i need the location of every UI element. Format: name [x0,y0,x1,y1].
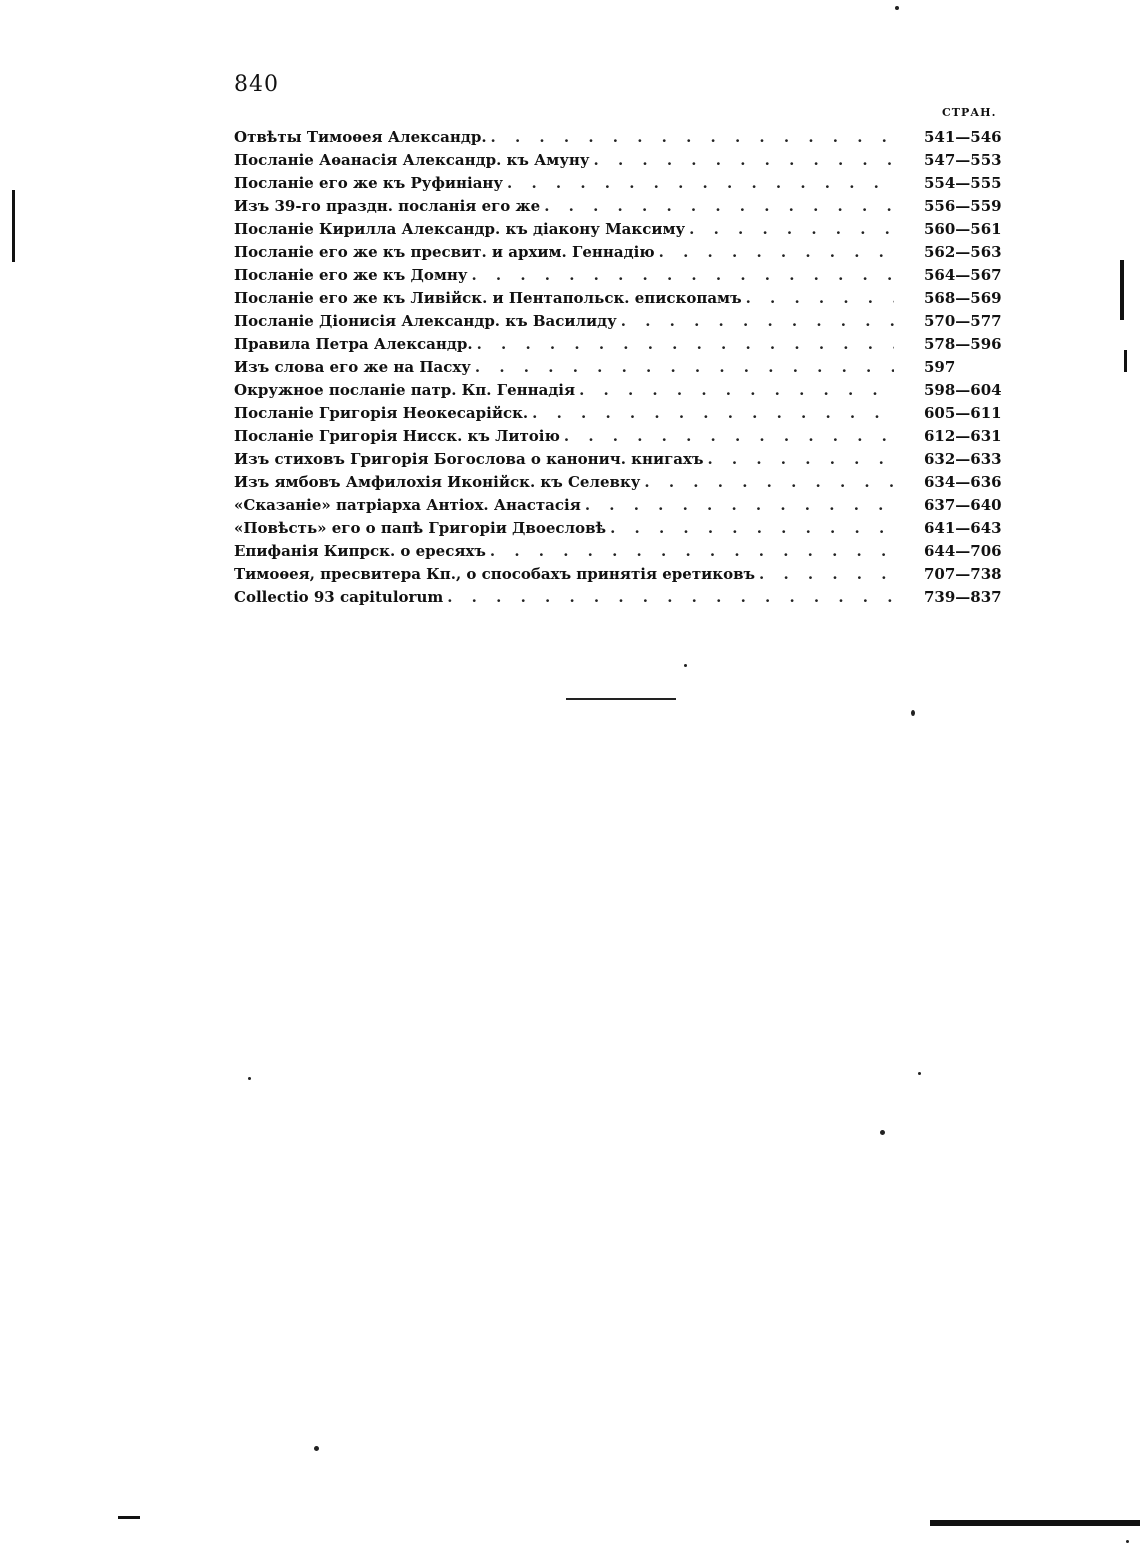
toc-entry-pages: 612—631 [924,427,1002,445]
toc-entry-pages: 641—643 [924,519,1002,537]
toc-entry-pages: 564—567 [924,266,1002,284]
toc-entry-pages: 570—577 [924,312,1002,330]
dot-leader [491,126,894,149]
dot-leader [544,195,894,218]
dot-leader [507,172,894,195]
page-number: 840 [234,72,279,97]
toc-entry-title: Посланіе его же къ Домну [234,266,468,284]
scan-speck [684,664,687,667]
table-of-contents [234,126,1010,609]
scan-speck [248,1077,251,1080]
closing-rule [566,698,676,700]
toc-entry [234,563,1010,586]
dot-leader [564,425,894,448]
toc-entry-title: Изъ стиховъ Григорія Богослова о канонич. книгахъ [234,450,704,468]
scan-speck [880,1130,885,1135]
toc-entry-pages: 739—837 [924,588,1002,606]
toc-entry-pages: 632—633 [924,450,1002,468]
toc-entry-title: Посланіе Григорія Нисск. къ Литоію [234,427,560,445]
dot-leader [689,218,894,241]
toc-entry-title: Изъ слова его же на Пасху [234,358,471,376]
dot-leader [621,310,894,333]
toc-entry-pages: 554—555 [924,174,1002,192]
toc-entry-pages: 547—553 [924,151,1002,169]
dot-leader [594,149,894,172]
scan-mark-right-edge [1124,350,1127,372]
dot-leader [746,287,894,310]
toc-entry-title: Тимоѳея, пресвитера Кп., о способахъ принятія еретиковъ [234,565,756,583]
toc-entry-pages: 707—738 [924,565,1002,583]
scan-speck [911,710,915,716]
dot-leader [532,402,894,425]
dot-leader [585,494,894,517]
toc-entry [234,494,1010,517]
dot-leader [610,517,894,540]
toc-entry-title: Посланіе его же къ Руфиніану [234,174,503,192]
dot-leader [471,264,894,287]
toc-entry-title: Посланіе Григорія Неокесарійск. [234,404,529,422]
toc-entry-pages: 605—611 [924,404,1002,422]
toc-entry [234,241,1010,264]
toc-entry [234,540,1010,563]
toc-entry-title: Посланіе Діонисія Александр. къ Василиду [234,312,617,330]
toc-entry [234,356,1010,379]
toc-entry-pages: 637—640 [924,496,1002,514]
toc-entry [234,402,1010,425]
scan-mark-bottom-left [118,1516,140,1519]
dot-leader [579,379,894,402]
toc-entry-title: Посланіе Кирилла Александр. къ діакону Максиму [234,220,686,238]
toc-entry [234,218,1010,241]
toc-entry [234,172,1010,195]
toc-entry [234,379,1010,402]
dot-leader [447,586,894,609]
toc-entry-title: Посланіе Аѳанасія Александр. къ Амуну [234,151,590,169]
toc-entry-title: Изъ 39-го праздн. посланія его же [234,197,541,215]
dot-leader [707,448,894,471]
scan-mark-right-edge [1120,260,1124,320]
toc-entry [234,287,1010,310]
toc-entry-title: Collectio 93 capitulorum [234,588,444,606]
toc-entry-title: Правила Петра Александр. [234,335,473,353]
pages-column-header: СТРАН. [942,106,997,119]
toc-entry-pages: 560—561 [924,220,1002,238]
toc-entry-pages: 541—546 [924,128,1002,146]
dot-leader [490,540,894,563]
scan-speck [918,1072,921,1075]
dot-leader [644,471,894,494]
toc-entry-pages: 597 [924,358,956,376]
scan-speck [895,6,899,10]
toc-entry [234,517,1010,540]
toc-entry-title: Епифанія Кипрск. о ересяхъ [234,542,486,560]
toc-entry [234,195,1010,218]
toc-entry [234,264,1010,287]
dot-leader [659,241,894,264]
toc-entry-pages: 578—596 [924,335,1002,353]
toc-entry-pages: 556—559 [924,197,1002,215]
toc-entry-pages: 644—706 [924,542,1002,560]
scan-mark-bottom-right [930,1520,1140,1526]
toc-entry-title: «Сказаніе» патріарха Антіох. Анастасія [234,496,581,514]
toc-entry [234,310,1010,333]
toc-entry [234,586,1010,609]
scan-mark-left-edge [12,190,15,262]
toc-entry-title: «Повѣсть» его о папѣ Григоріи Двоесловѣ [234,519,607,537]
toc-entry-title: Посланіе его же къ Ливійск. и Пентапольск. епископамъ [234,289,742,307]
toc-entry [234,425,1010,448]
toc-entry-pages: 568—569 [924,289,1002,307]
toc-entry [234,471,1010,494]
toc-entry-pages: 634—636 [924,473,1002,491]
toc-entry-pages: 598—604 [924,381,1002,399]
toc-entry-title: Отвѣты Тимоѳея Александр. [234,128,487,146]
toc-entry-title: Окружное посланіе патр. Кп. Геннадія [234,381,576,399]
toc-entry [234,448,1010,471]
toc-entry-title: Изъ ямбовъ Амфилохія Иконійск. къ Селевку [234,473,641,491]
toc-entry [234,149,1010,172]
scan-speck [314,1446,319,1451]
toc-entry-pages: 562—563 [924,243,1002,261]
toc-entry [234,126,1010,149]
dot-leader [477,333,894,356]
dot-leader [759,563,894,586]
toc-entry-title: Посланіе его же къ пресвит. и архим. Геннадію [234,243,655,261]
toc-entry [234,333,1010,356]
dot-leader [475,356,894,379]
